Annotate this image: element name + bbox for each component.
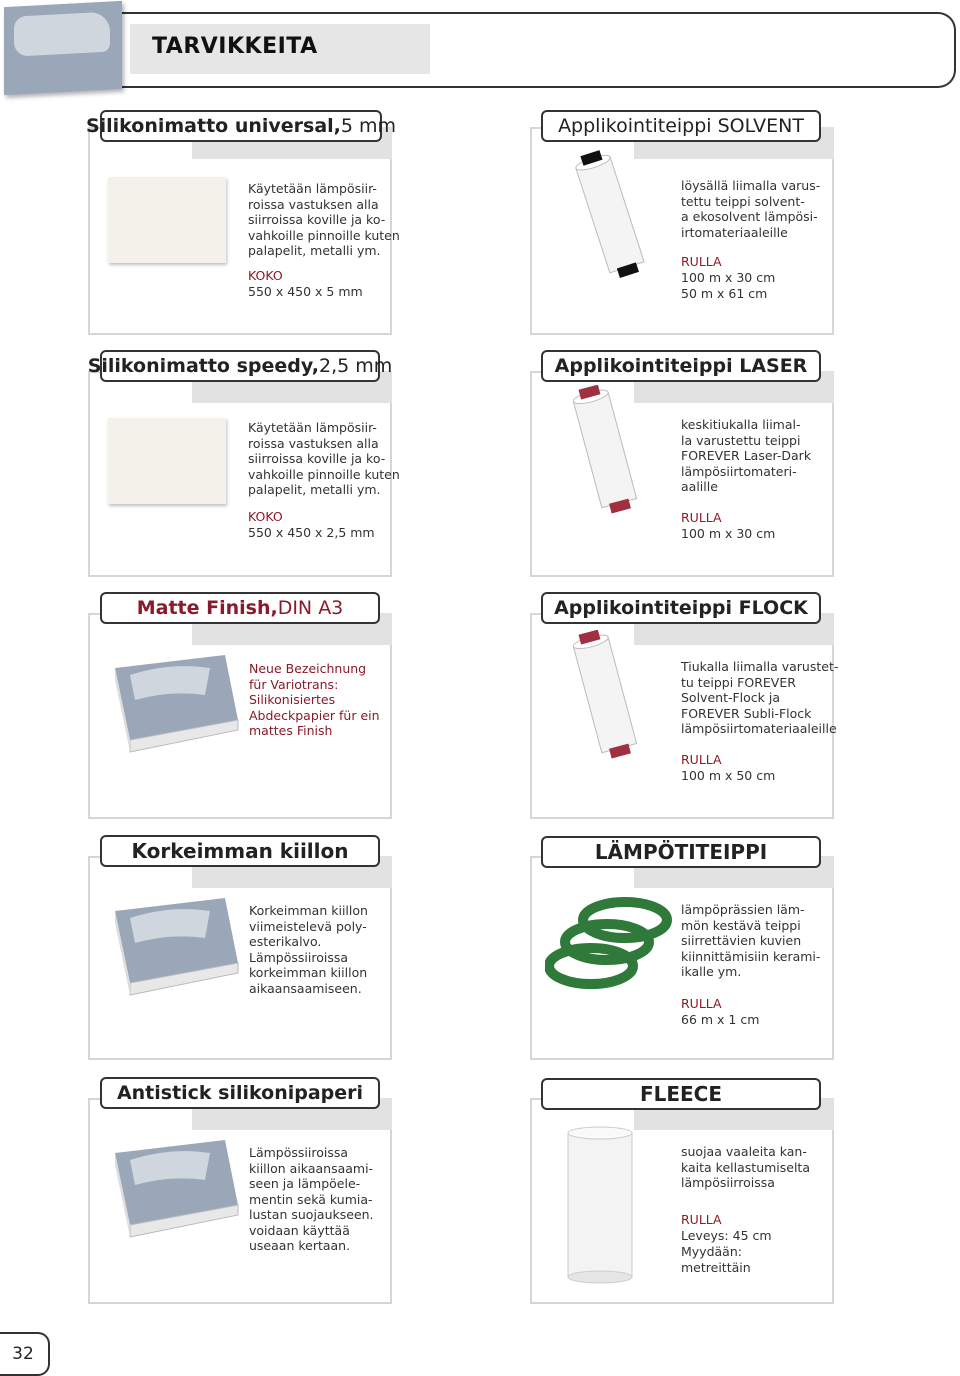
product-box-image — [110, 1135, 240, 1240]
title-mat-universal: Silikonimatto universal, 5 mm — [100, 110, 382, 142]
title-heat-tape: LÄMPÖTITEIPPI — [541, 836, 821, 868]
label-rulla: RULLA — [681, 752, 722, 767]
desc-high-gloss: Korkeimman kiillon viimeistelevä poly- esterikalvo. Lämpössiiroissa korkeimman kiillon aikaansaamiseen. — [249, 903, 368, 996]
title-tape-laser: Applikointiteippi LASER — [541, 350, 821, 382]
silicone-mat-image — [108, 177, 226, 263]
size-heat-tape: 66 m x 1 cm — [681, 1012, 760, 1027]
title-mat-speedy: Silikonimatto speedy, 2,5 mm — [100, 350, 380, 382]
page-number: 32 — [0, 1332, 50, 1376]
desc-fleece: suojaa vaaleita kan- kaita kellastumiselta lämpösiirroissa — [681, 1144, 810, 1190]
label-rulla: RULLA — [681, 510, 722, 525]
desc-tape-solvent: löysällä liimalla varus- tettu teippi solvent- a ekosolvent lämpösi- irtomateriaaleille — [681, 178, 821, 240]
tape-roll-solvent-image — [560, 150, 660, 280]
title-matte-finish: Matte Finish, DIN A3 — [100, 592, 380, 624]
size-mat-speedy: 550 x 450 x 2,5 mm — [248, 525, 375, 540]
size-tape-solvent: 100 m x 30 cm 50 m x 61 cm — [681, 270, 776, 301]
product-box-image — [110, 893, 240, 998]
fleece-roll-image — [560, 1125, 640, 1285]
size-tape-laser: 100 m x 30 cm — [681, 526, 776, 541]
desc-mat-speedy: Käytetään lämpösiir- roissa vastuksen alla siirroissa koville ja ko- vahkoille pinnoille kuten palapelit, metalli ym. — [248, 420, 400, 497]
page-title: TARVIKKEITA — [152, 34, 318, 59]
green-tape-rolls-image — [545, 890, 675, 1000]
title-tape-flock: Applikointiteippi FLOCK — [541, 592, 821, 624]
desc-heat-tape: lämpöprässien läm- mön kestävä teippi siirrettävien kuvien kiinnittämisiin kerami- ikalle ym. — [681, 902, 821, 979]
size-tape-flock: 100 m x 50 cm — [681, 768, 776, 783]
title-fleece: FLEECE — [541, 1078, 821, 1110]
label-koko: KOKO — [248, 268, 283, 283]
title-tape-solvent: Applikointiteippi SOLVENT — [541, 110, 821, 142]
desc-tape-flock: Tiukalla liimalla varustet- tu teippi FOREVER Solvent-Flock ja FOREVER Subli-Flock lämpösiirtomateriaaleille — [681, 659, 839, 736]
tape-roll-flock-image — [555, 630, 655, 760]
catalog-thumbnail — [4, 1, 122, 95]
desc-matte-finish: Neue Bezeichnung für Variotrans: Silikonisiertes Abdeckpapier für ein mattes Finish — [249, 661, 380, 738]
title-high-gloss: Korkeimman kiillon — [100, 835, 380, 867]
label-rulla: RULLA — [681, 254, 722, 269]
silicone-mat-image — [108, 418, 226, 504]
desc-mat-universal: Käytetään lämpösiir- roissa vastuksen alla siirroissa koville ja ko- vahkoille pinnoille kuten palapelit, metalli ym. — [248, 181, 400, 258]
size-mat-universal: 550 x 450 x 5 mm — [248, 284, 363, 299]
label-rulla: RULLA — [681, 996, 722, 1011]
desc-antistick: Lämpössiiroissa kiillon aikaansaami- seen ja lämpöele- mentin sekä kumia- lustan suojaukseen. voidaan käyttää useaan kertaan. — [249, 1145, 374, 1253]
size-fleece: Leveys: 45 cm Myydään: metreittäin — [681, 1228, 772, 1275]
tape-roll-laser-image — [555, 385, 655, 515]
title-antistick: Antistick silikonipaperi — [100, 1077, 380, 1109]
product-box-image — [110, 650, 240, 755]
label-koko: KOKO — [248, 509, 283, 524]
desc-tape-laser: keskitiukalla liimal- la varustettu teippi FOREVER Laser-Dark lämpösiirtomateri- aalille — [681, 417, 812, 494]
label-rulla: RULLA — [681, 1212, 722, 1227]
